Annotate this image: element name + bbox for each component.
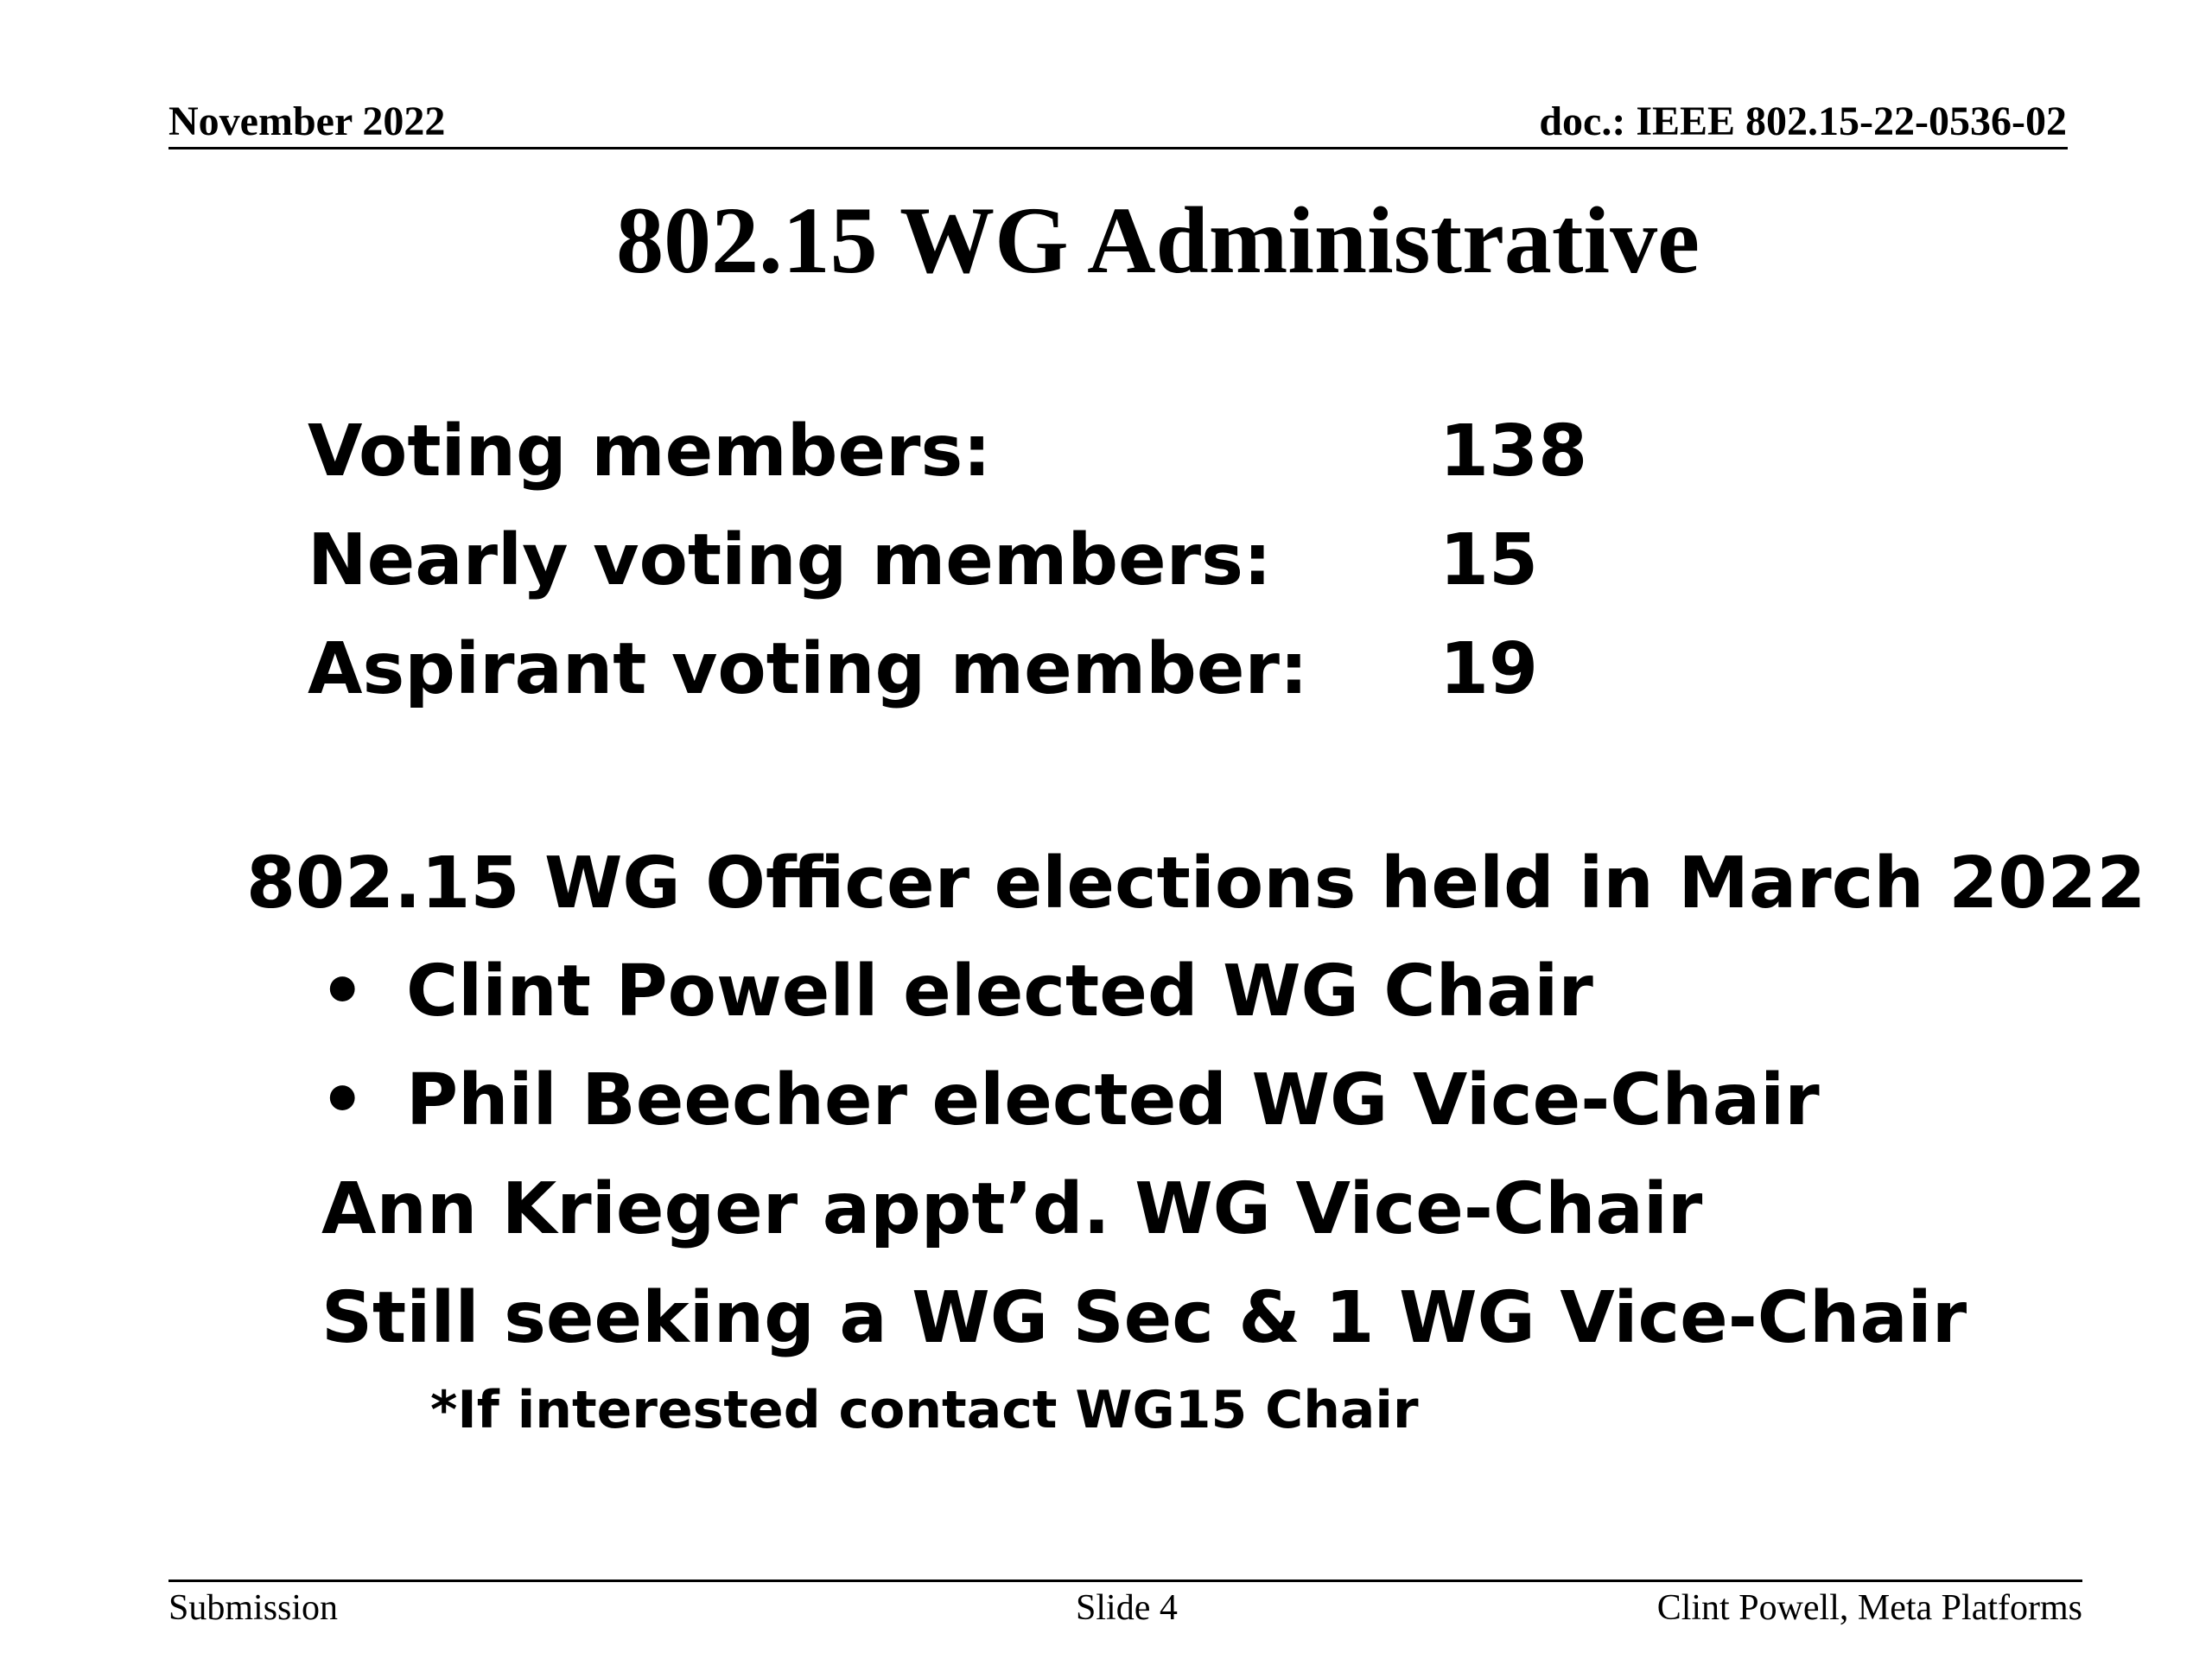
bullet-item (320, 1059, 1820, 1141)
footer-author: Clint Powell, Meta Platforms (1656, 1588, 2082, 1628)
stat-value: 138 (1440, 410, 1588, 493)
footer-divider (168, 1580, 2082, 1582)
officer-line: Still seeking a WG Sec & 1 WG Vice-Chair (321, 1277, 1967, 1359)
bullet-text: Phil Beecher elected WG Vice-Chair (406, 1059, 1820, 1141)
stat-label: Nearly voting members: (308, 519, 1272, 601)
bullet-item (320, 950, 1593, 1033)
elections-heading: 802.15 WG Officer elections held in March 2022 (246, 842, 2146, 925)
officer-line: Ann Krieger appt’d. WG Vice-Chair (321, 1168, 1703, 1250)
header-doc-id: doc.: IEEE 802.15-22-0536-02 (1539, 99, 2067, 144)
slide-title: 802.15 WG Administrative (616, 188, 1700, 293)
stat-label: Voting members: (308, 410, 992, 493)
footer-submission: Submission (168, 1588, 339, 1628)
bullet-text: Clint Powell elected WG Chair (406, 950, 1593, 1033)
header-divider (168, 147, 2068, 149)
stat-value: 19 (1440, 628, 1539, 710)
bullet-icon: • (320, 950, 365, 1033)
footer-slide-number: Slide 4 (1076, 1588, 1178, 1628)
contact-note: *If interested contact WG15 Chair (430, 1380, 1419, 1440)
header-date: November 2022 (168, 99, 446, 144)
bullet-icon: • (320, 1059, 365, 1141)
stat-value: 15 (1440, 519, 1539, 601)
stat-label: Aspirant voting member: (308, 628, 1308, 710)
